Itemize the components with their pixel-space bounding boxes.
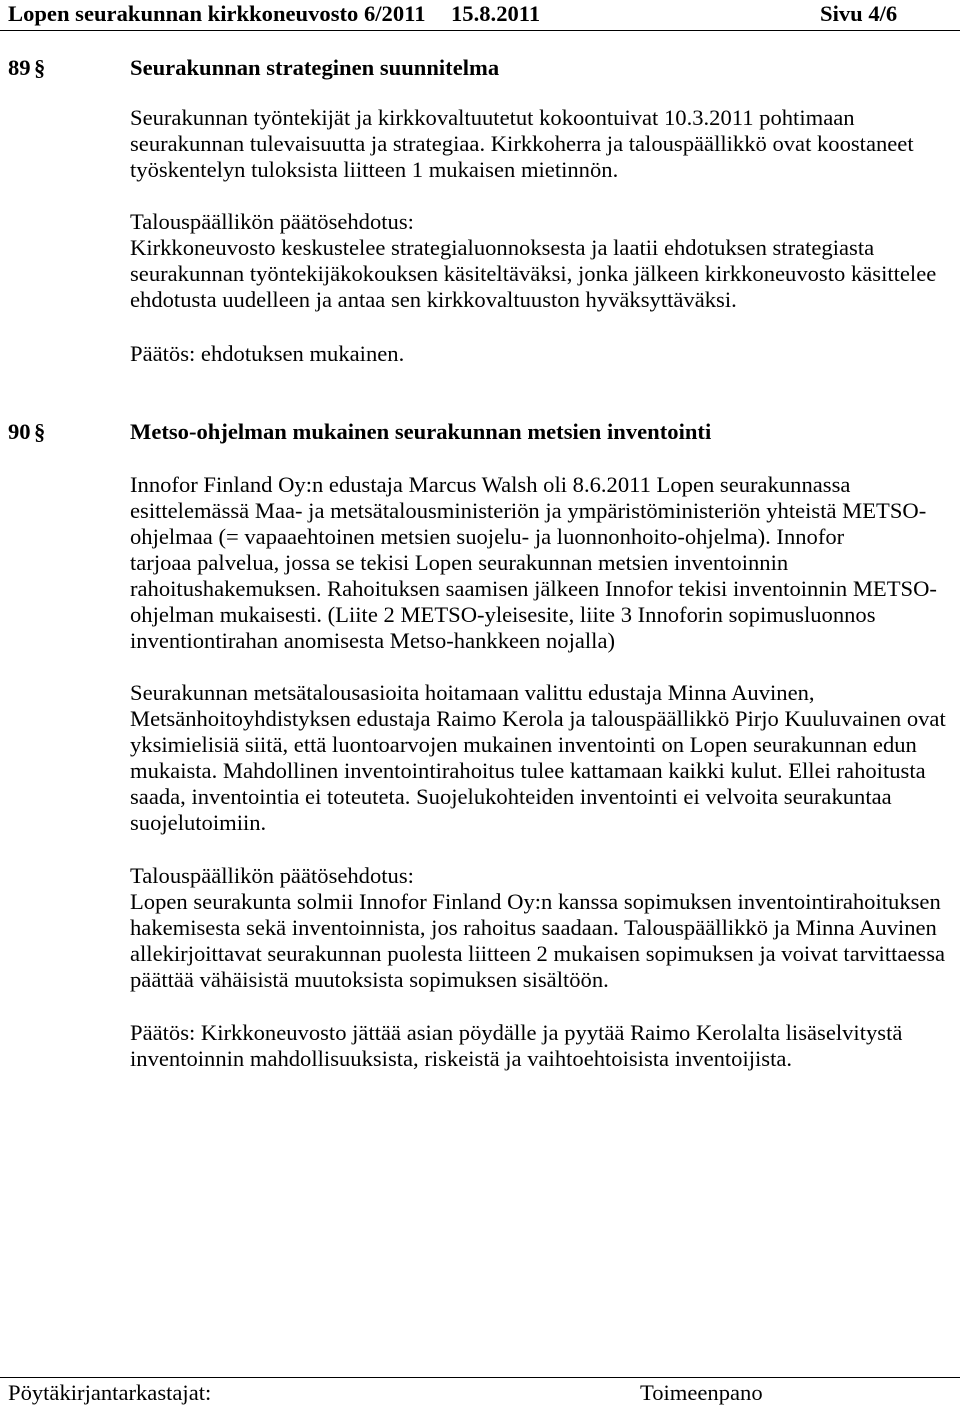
section-title: Metso-ohjelman mukainen seurakunnan metsien inventointi [130,419,712,444]
proposal-label: Talouspäällikön päätösehdotus: [130,209,414,234]
text-line: tarjoaa palvelua, jossa se tekisi Lopen seurakunnan metsien inventoinnin [130,550,789,575]
header-date: 15.8.2011 [451,1,541,26]
text-line: Seurakunnan työntekijät ja kirkkovaltuutetut kokoontuivat 10.3.2011 pohtimaan [130,105,855,130]
paragraph [130,680,946,836]
paragraph [130,105,914,183]
decision-paragraph [130,1020,902,1072]
text-line: saada, inventointia ei toteuteta. Suojelukohteiden inventointi ei velvoita seurakuntaa [130,784,892,809]
text-line: inventiontirahan anomisesta Metso-hankkeen nojalla) [130,628,615,653]
footer-execution-label: Toimeenpano [640,1380,763,1405]
decision-text: Päätös: Kirkkoneuvosto jättää asian pöydälle ja pyytää Raimo Kerolalta lisäselvitystä [130,1020,903,1045]
text-line: suojelutoimiin. [130,810,267,835]
text-line: allekirjoittavat seurakunnan puolesta liitteen 2 mukaisen sopimuksen ja voivat tarvittaessa [130,941,946,966]
section-number: 90 [8,419,31,444]
footer-rule [0,1377,960,1378]
text-line: rahoitushakemuksen. Rahoituksen saamisen jälkeen Innofor tekisi inventoinnin METSO- [130,576,937,601]
text-line: esittelemässä Maa- ja metsätalousministeriön ja ympäristöministeriön yhteistä METSO- [130,498,927,523]
text-line: Kirkkoneuvosto keskustelee strategialuonnoksesta ja laatii ehdotuksen strategiasta [130,235,875,260]
section-number: 89 [8,55,31,80]
text-line: ohjelmaa (= vapaaehtoinen metsien suojelu- ja luonnonhoito-ohjelma). Innofor [130,524,845,549]
text-line: Lopen seurakunta solmii Innofor Finland Oy:n kanssa sopimuksen inventointirahoituksen [130,889,941,914]
section-mark: § [34,55,46,80]
header-page-number: Sivu 4/6 [820,1,898,26]
proposal-paragraph [130,209,936,313]
text-line: päättää vähäisistä muutoksista sopimuksen sisältöön. [130,967,609,992]
header-title: Lopen seurakunnan kirkkoneuvosto 6/2011 [8,1,426,26]
proposal-paragraph [130,863,945,993]
decision-paragraph [130,341,404,367]
text-line: inventoinnin mahdollisuuksista, riskeistä ja vaihtoehtoisista inventoijista. [130,1046,793,1071]
paragraph [130,472,937,654]
proposal-label: Talouspäällikön päätösehdotus: [130,863,414,888]
text-line: ehdotusta uudelleen ja antaa sen kirkkovaltuuston hyväksyttäväksi. [130,287,737,312]
decision-text: Päätös: ehdotuksen mukainen. [130,341,405,366]
footer-reviewers-label: Pöytäkirjantarkastajat: [8,1380,212,1405]
text-line: Seurakunnan metsätalousasioita hoitamaan valittu edustaja Minna Auvinen, [130,680,815,705]
text-line: Metsänhoitoyhdistyksen edustaja Raimo Kerola ja talouspäällikkö Pirjo Kuuluvainen ovat [130,706,946,731]
text-line: yksimielisiä siitä, että luontoarvojen mukainen inventointi on Lopen seurakunnan edun [130,732,917,757]
text-line: seurakunnan työntekijäkokouksen käsiteltäväksi, jonka jälkeen kirkkoneuvosto käsittelee [130,261,937,286]
header-rule [0,30,960,31]
text-line: työskentelyn tuloksista liitteen 1 mukaisen mietinnön. [130,157,619,182]
section-mark: § [34,419,46,444]
text-line: ohjelman mukaisesti. (Liite 2 METSO-yleisesite, liite 3 Innoforin sopimusluonnos [130,602,876,627]
section-title: Seurakunnan strateginen suunnitelma [130,55,500,80]
text-line: Innofor Finland Oy:n edustaja Marcus Walsh oli 8.6.2011 Lopen seurakunnassa [130,472,851,497]
text-line: hakemisesta sekä inventoinnista, jos rahoitus saadaan. Talouspäällikkö ja Minna Auvinen [130,915,937,940]
text-line: seurakunnan tulevaisuutta ja strategiaa. Kirkkoherra ja talouspäällikkö ovat koostaneet [130,131,914,156]
text-line: mukaista. Mahdollinen inventointirahoitus tulee kattamaan kaikki kulut. Ellei rahoitusta [130,758,926,783]
